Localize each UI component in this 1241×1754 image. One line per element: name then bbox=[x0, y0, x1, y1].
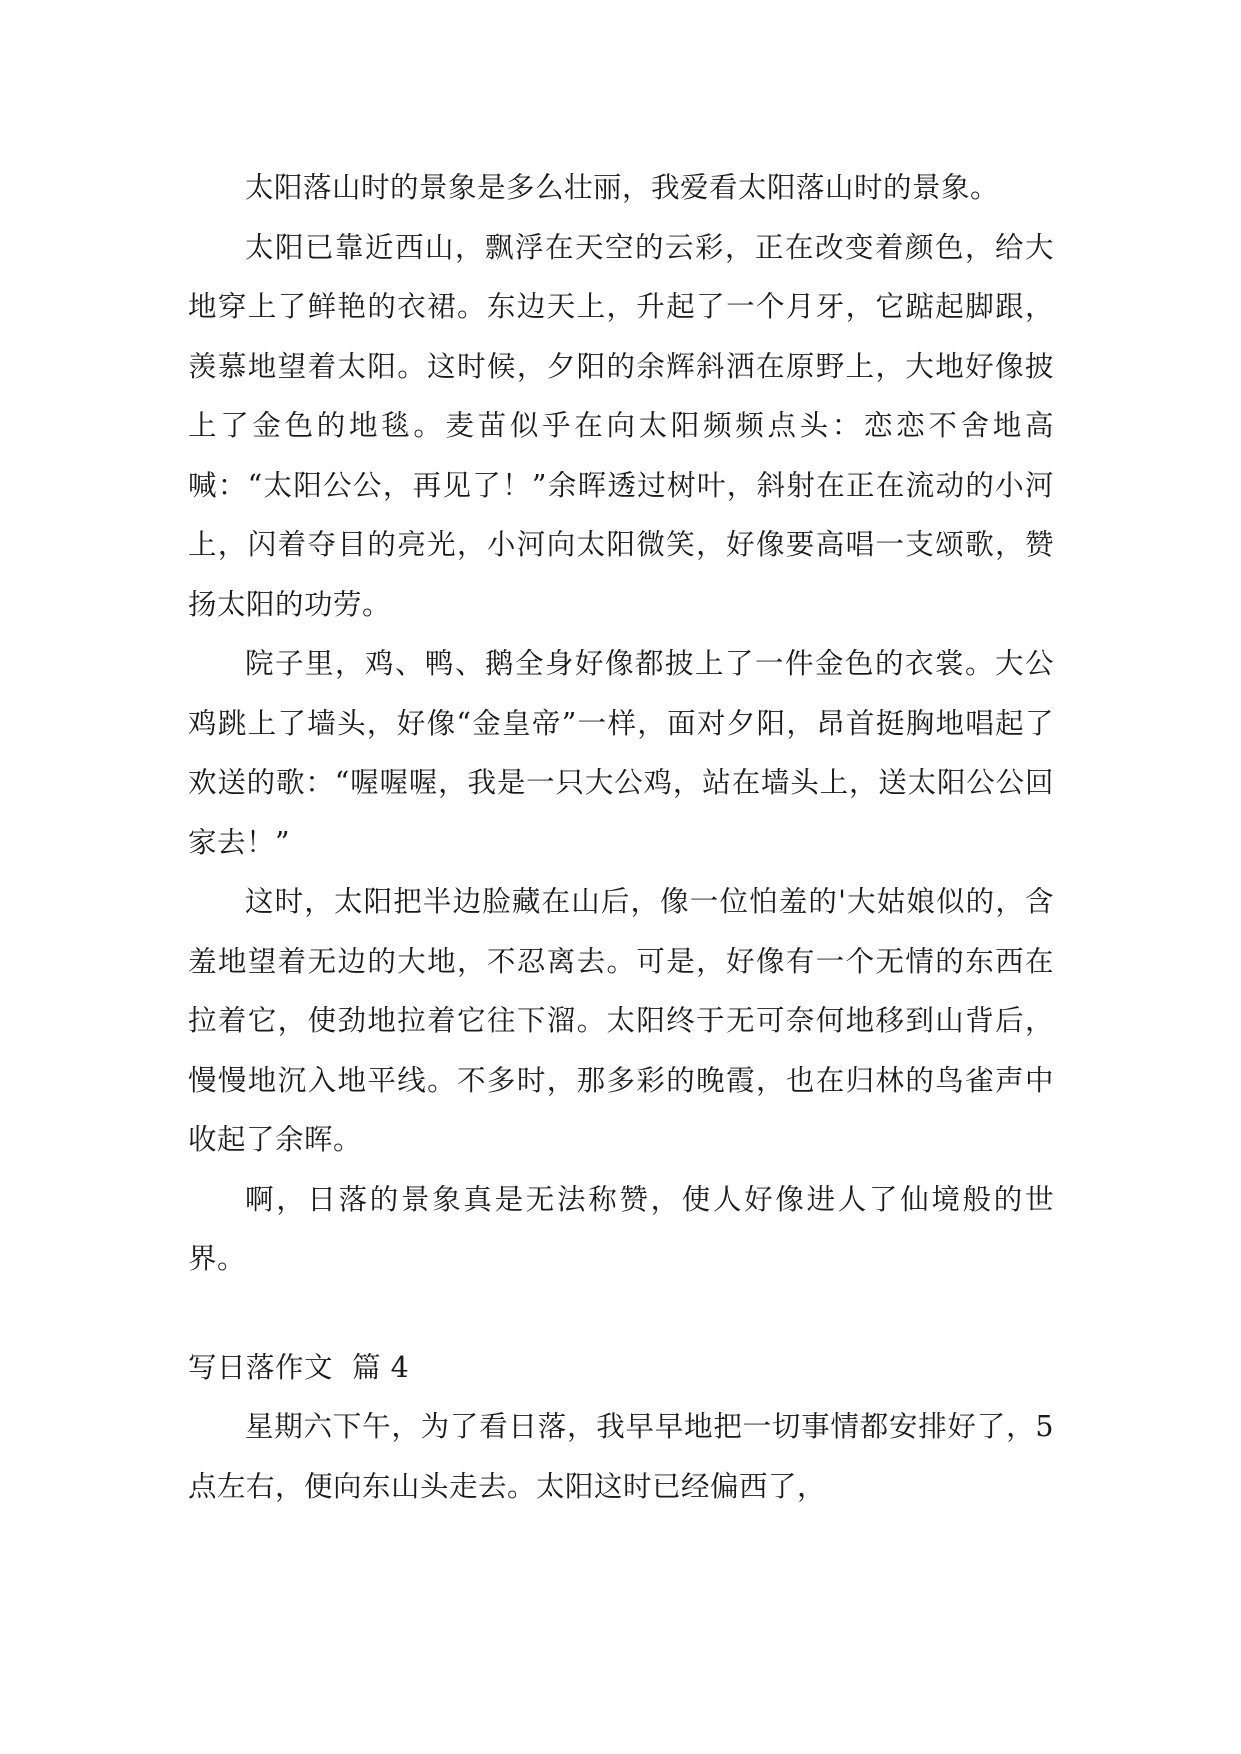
document-page bbox=[188, 158, 1054, 1516]
paragraph: 院子里，鸡、鸭、鹅全身好像都披上了一件金色的衣裳。大公鸡跳上了墙头，好像“金皇帝”一样，面对夕阳，昂首挺胸地唱起了欢送的歌：“喔喔喔，我是一只大公鸡，站在墙头上，送太阳公公回家去！” bbox=[188, 647, 1054, 859]
paragraph: 太阳落山时的景象是多么壮丽，我爱看太阳落山时的景象。 bbox=[245, 171, 1000, 204]
paragraph: 啊，日落的景象真是无法称赞，使人好像进人了仙境般的世界。 bbox=[188, 1182, 1054, 1275]
paragraph: 这时，太阳把半边脸藏在山后，像一位怕羞的'大姑娘似的，含羞地望着无边的大地，不忍离去。可是，好像有一个无情的东西在拉着它，使劲地拉着它往下溜。太阳终于无可奈何地移到山背后，慢慢地沉入地平线。不多时，那多彩的晚霞，也在归林的鸟雀声中收起了余晖。 bbox=[188, 885, 1054, 1156]
section-heading: 写日落作文 篇 4 bbox=[188, 1350, 410, 1384]
paragraph: 太阳已靠近西山，飘浮在天空的云彩，正在改变着颜色，给大地穿上了鲜艳的衣裙。东边天上，升起了一个月牙，它踮起脚跟，羡慕地望着太阳。这时候，夕阳的余辉斜洒在原野上，大地好像披上了金色的地毯。麦苗似乎在向太阳频频点头：恋恋不舍地高喊：“太阳公公，再见了！”余晖透过树叶，斜射在正在流动的小河上，闪着夺目的亮光，小河向太阳微笑，好像要高唱一支颂歌，赞扬太阳的功劳。 bbox=[188, 230, 1054, 621]
paragraph: 星期六下午，为了看日落，我早早地把一切事情都安排好了，5 点左右，便向东山头走去。太阳这时已经偏西了， bbox=[188, 1410, 1054, 1503]
